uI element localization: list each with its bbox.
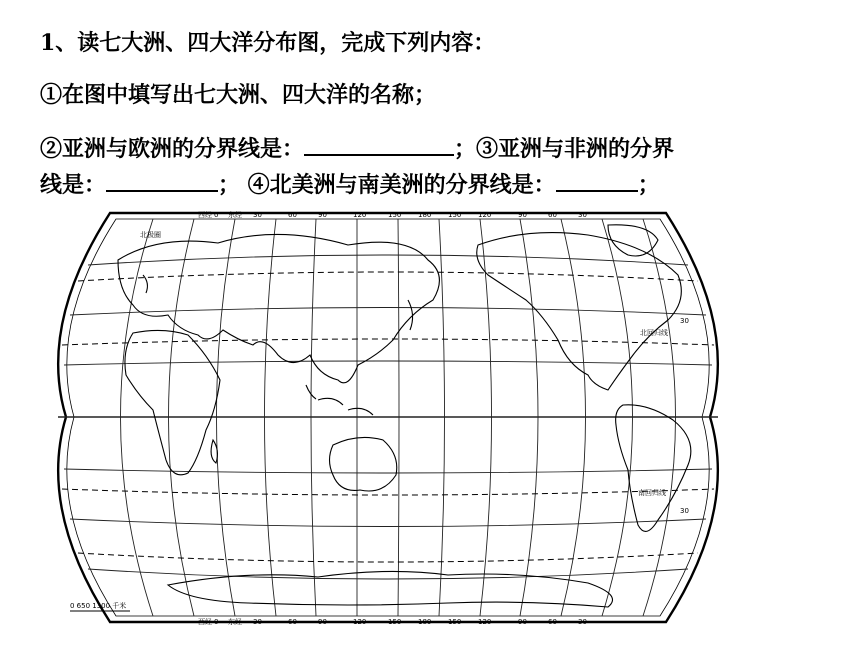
tick-label: 120 (478, 211, 492, 219)
tick-label: 30 (578, 211, 587, 219)
q4-text-c: ； (637, 172, 660, 198)
tick-label: 0 (214, 211, 219, 219)
tick-label: 30 (578, 618, 587, 626)
blank-asia-europe[interactable] (304, 132, 454, 156)
question-line-2: ①在图中填写出七大洲、四大洋的名称； (40, 82, 437, 108)
label-lat-30s: 30 (680, 507, 689, 515)
tick-label: 150 (388, 211, 402, 219)
world-map (48, 205, 728, 630)
q3-text-b: ；③亚洲与非洲的分界 (454, 136, 675, 162)
tick-label: 120 (353, 618, 367, 626)
tick-label: 180 (418, 211, 432, 219)
scale-bar (70, 601, 130, 611)
tick-label: 90 (318, 211, 327, 219)
tick-label: 0 (214, 618, 219, 626)
blank-asia-africa[interactable] (106, 168, 218, 192)
tick-label: 150 (448, 618, 462, 626)
tick-label: 60 (548, 211, 557, 219)
tick-label: 东经 (228, 618, 242, 626)
question-line-1: 1、读七大洲、四大洋分布图，完成下列内容： (40, 30, 496, 56)
question-line-3 (40, 132, 674, 164)
tick-label: 90 (518, 618, 527, 626)
tick-label: 30 (253, 211, 262, 219)
tick-label: 180 (418, 618, 432, 626)
tick-label: 150 (448, 211, 462, 219)
label-arctic-left: 北极圈 (140, 231, 161, 239)
tick-label: 60 (288, 618, 297, 626)
label-tropic-cancer: 北回归线 (640, 329, 668, 337)
blank-americas[interactable] (556, 168, 638, 192)
tick-label: 150 (388, 618, 402, 626)
tick-label: 西经 (198, 618, 212, 626)
label-lat-30n: 30 (680, 317, 689, 325)
tick-label: 西经 (198, 211, 212, 219)
tick-label: 120 (478, 618, 492, 626)
tick-label: 30 (253, 618, 262, 626)
q4-text-a: 线是： (40, 172, 107, 198)
tick-label: 东经 (228, 211, 242, 219)
q3-text-a: ②亚洲与欧洲的分界线是： (40, 136, 305, 162)
tick-label: 120 (353, 211, 367, 219)
tick-label: 90 (318, 618, 327, 626)
q4-text-b: ； ④北美洲与南美洲的分界线是： (218, 172, 556, 198)
tick-label: 60 (548, 618, 557, 626)
scale-text: 0 650 1300 千米 (70, 602, 127, 610)
question-line-4 (40, 168, 660, 200)
label-tropic-capricorn: 南回归线 (638, 489, 666, 497)
tick-label: 60 (288, 211, 297, 219)
tick-label: 90 (518, 211, 527, 219)
